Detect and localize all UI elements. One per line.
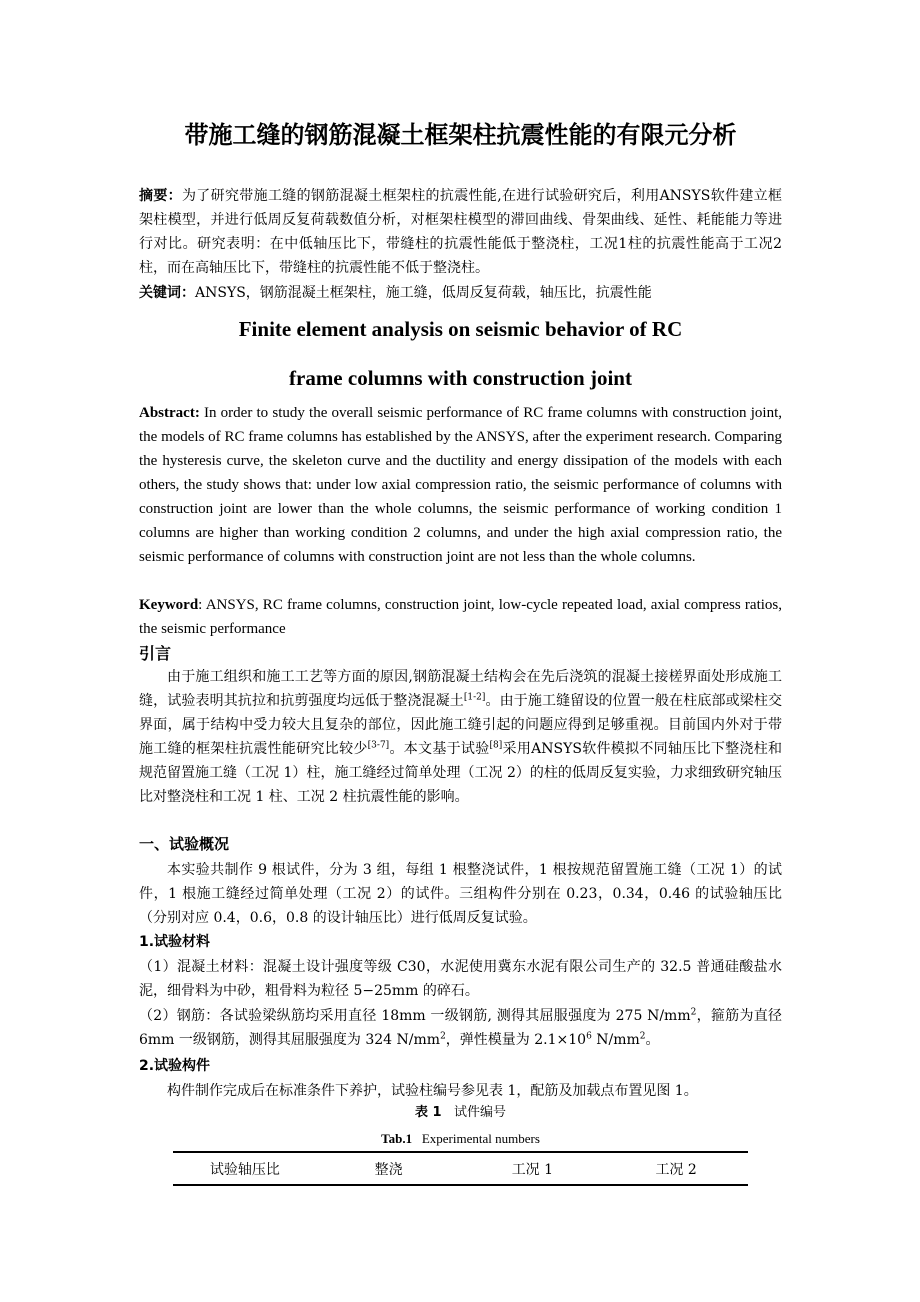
intro-text-b: 。由于施工缝留设的位置一般在柱底部或梁柱交界面，属于结构中受力较大且复杂的部位，因此施工缝引起的问题应得到足够重视。目前国内外对于带施工缝的框架柱抗震性能研究比较少 [139, 693, 783, 757]
keywords-cn [139, 281, 782, 305]
keywords-cn-text: ANSYS，钢筋混凝土框架柱，施工缝，低周反复荷载，轴压比，抗震性能 [195, 285, 652, 301]
keywords-en [139, 593, 782, 641]
abstract-en [139, 401, 782, 569]
title-cn: 带施工缝的钢筋混凝土框架柱抗震性能的有限元分析 [184, 121, 737, 149]
section1-heading: 一、试验概况 [139, 835, 230, 853]
citation-1: [1-2] [463, 692, 486, 703]
abstract-cn-text: 为了研究带施工缝的钢筋混凝土框架柱的抗震性能,在进行试验研究后，利用ANSYS软件建立框架柱模型，并进行低周反复荷载数值分析，对框架柱模型的滞回曲线、骨架曲线、延性、耗能能力等进行对比。研究表明：在中低轴压比下，带缝柱的抗震性能低于整浇柱，工况1柱的抗震性能高于工况2柱，而在高轴压比下，带缝柱的抗震性能不低于整浇柱。 [139, 188, 782, 276]
steel-text-e: 。 [645, 1032, 660, 1048]
table-header-cell: 试验轴压比 [209, 1161, 280, 1178]
citation-3: [8] [489, 740, 503, 751]
table-caption-cn-text: 试件编号 [453, 1105, 506, 1120]
table-caption-cn-label: 表 1 [415, 1105, 442, 1120]
keywords-cn-label: 关键词： [139, 285, 195, 301]
steel-text-a: （2）钢筋：各试验梁纵筋均采用直径 18mm 一级钢筋, 测得其屈服强度为 275 N/mm [139, 1008, 691, 1024]
keywords-en-label: Keyword [139, 597, 199, 613]
table-caption-en [139, 1129, 782, 1149]
abstract-cn-label: 摘要： [139, 188, 182, 204]
citation-2: [3-7] [367, 740, 390, 751]
abstract-en-text: In order to study the overall seismic performance of RC frame columns with construction joint, the models of RC frame columns has established by the ANSYS, after the experiment research. Comparing the hysteresis curve, the skeleton curve and the ductility and energy dissipation of the models with each others, the study shows that: under low axial compression ratio, the seismic performance of columns with construction joint are lower than the whole columns, the seismic performance of working condition 1 columns are higher than working condition 2 columns, and under the high axial compression ratio, the seismic performance of columns with construction joint are not less than the whole columns. [139, 405, 782, 565]
subsection2-heading: 2.试验构件 [139, 1058, 211, 1074]
material-steel [139, 1004, 782, 1052]
steel-text-d: N/mm [591, 1032, 640, 1048]
superscript: 2 [639, 1031, 646, 1042]
keywords-en-text: : ANSYS, RC frame columns, construction joint, low-cycle repeated load, axial compress ratios, the seismic performance [139, 597, 782, 637]
subsection2-paragraph: 构件制作完成后在标准条件下养护，试验柱编号参见表 1，配筋及加载点布置见图 1。 [167, 1083, 698, 1099]
abstract-cn [139, 184, 782, 280]
steel-text-b: ，箍筋为直径 6mm 一级钢筋，测得其屈服强度为 324 N/mm [139, 1008, 783, 1048]
intro-text-d: 采用ANSYS软件模拟不同轴压比下整浇柱和规范留置施工缝（工况 1）柱，施工缝经过简单处理（工况 2）的柱的低周反复实验，力求细致研究轴压比对整浇柱和工况 1 柱、工况 2 柱抗震性能的影响。 [139, 741, 783, 805]
section1-paragraph: 本实验共制作 9 根试件，分为 3 组，每组 1 根整浇试件，1 根按规范留置施工缝（工况 1）的试件，1 根施工缝经过简单处理（工况 2）的试件。三组构件分别在 0.23，0.34，0.46 的试验轴压比（分别对应 0.4，0.6，0.8 的设计轴压比）进行低周反复试验。 [139, 862, 782, 926]
abstract-en-label: Abstract: [139, 405, 200, 421]
table-caption-en-label: Tab.1 [381, 1131, 413, 1146]
title-en-line2: frame columns with construction joint [289, 366, 632, 390]
superscript: 2 [690, 1007, 697, 1018]
intro-heading: 引言 [139, 644, 172, 663]
steel-text-c: ，弹性模量为 2.1×10 [445, 1032, 587, 1048]
superscript: 6 [586, 1031, 592, 1042]
intro-text-a: 由于施工组织和施工工艺等方面的原因,钢筋混凝土结构会在先后浇筑的混凝土接槎界面处形成施工缝，试验表明其抗拉和抗剪强度均远低于整浇混凝土 [139, 669, 782, 709]
table-header-cell: 工况 2 [655, 1161, 697, 1178]
table-header-cell: 工况 1 [511, 1161, 554, 1178]
table-header-cell: 整浇 [374, 1161, 403, 1178]
intro-paragraph [139, 665, 782, 809]
table-caption-en-text: Experimental numbers [421, 1131, 540, 1146]
table-1 [173, 1151, 748, 1186]
intro-text-c: 。本文基于试验 [389, 741, 490, 757]
table-caption-cn [139, 1103, 782, 1123]
material-concrete: （1）混凝土材料：混凝土设计强度等级 C30，水泥使用冀东水泥有限公司生产的 32.5 普通硅酸盐水泥，细骨料为中砂，粗骨料为粒径 5−25mm 的碎石。 [139, 959, 782, 999]
title-en-line1: Finite element analysis on seismic behavior of RC [238, 317, 683, 341]
superscript: 2 [440, 1031, 446, 1042]
subsection1-heading: 1.试验材料 [139, 934, 211, 950]
